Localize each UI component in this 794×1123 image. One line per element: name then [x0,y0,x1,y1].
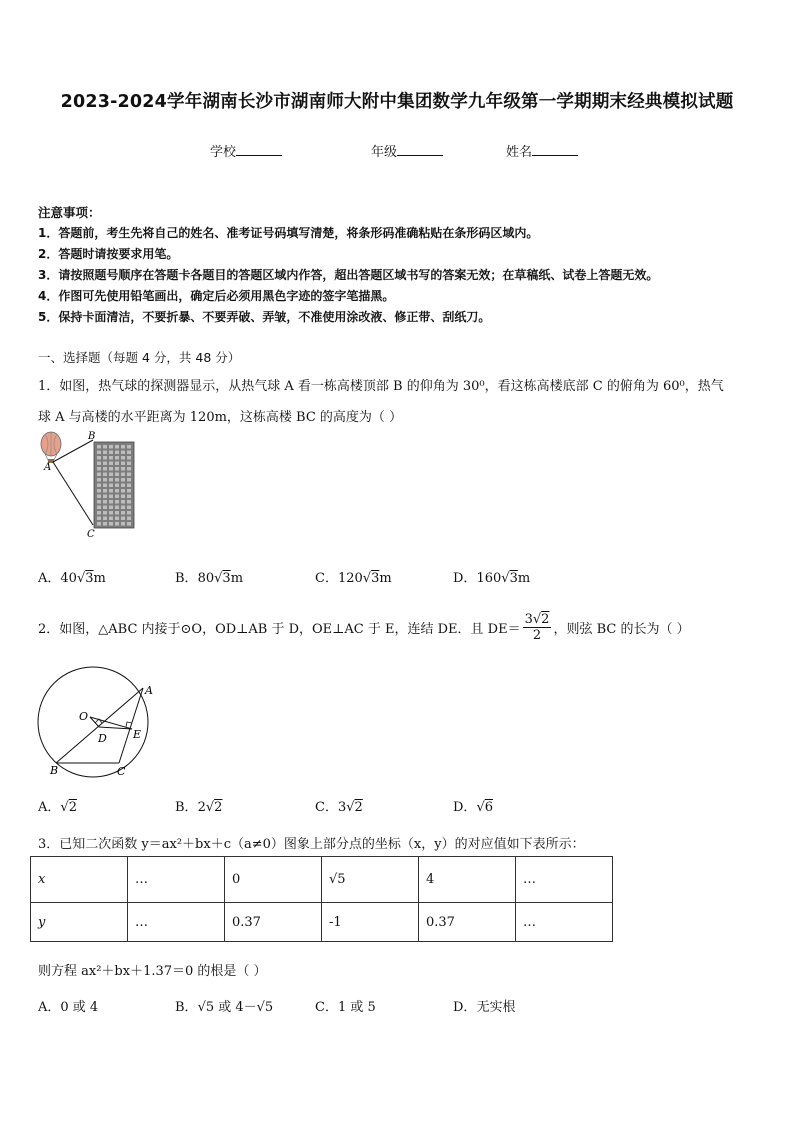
building-window [97,506,101,510]
page-title: 2023-2024学年湖南长沙市湖南师大附中集团数学九年级第一学期期末经典模拟试题 [60,92,734,112]
grade-blank[interactable] [397,143,443,156]
frac-num-radicand: 2 [541,612,550,627]
building-window [127,478,131,482]
building-window [121,522,125,526]
building-window [97,462,101,466]
building-window [115,506,119,510]
option-text: 1 或 5 [337,1000,376,1015]
name-blank[interactable] [532,143,578,156]
option-letter: C． [315,800,338,815]
building-window [103,473,107,477]
q3-text: 3．已知二次函数 y＝ax²＋bx＋c（a≠0）图象上部分点的坐标（x，y）的对应值如下表所示： [38,837,585,852]
option-coef: 40 [60,571,77,586]
option-letter: D． [453,571,477,586]
building-window [121,456,125,460]
option-coef: 2 [197,800,206,815]
q3-option-a[interactable] [38,996,98,1015]
building-window [103,478,107,482]
option-text: 无实根 [476,1000,516,1015]
building-window [109,500,113,504]
q1-label-A: A [44,462,52,473]
building-window [109,473,113,477]
building-window [103,489,107,493]
building-window [127,500,131,504]
q1-text-line1: 1．如图，热气球的探测器显示，从热气球 A 看一栋高楼顶部 B 的仰角为 30⁰，看这栋高楼底部 C 的俯角为 60⁰，热气 [38,379,724,394]
q3-option-c[interactable] [315,996,376,1015]
building-window [127,473,131,477]
q1-figure [36,430,146,542]
q1-text-line2: 球 A 与高楼的水平距离为 120m，这栋高楼 BC 的高度为（ ） [38,410,403,425]
building-window [109,489,113,493]
building-window [103,511,107,515]
building-window [109,462,113,466]
building-window [127,489,131,493]
school-blank[interactable] [236,143,282,156]
option-text: 0 或 4 [60,1000,99,1015]
table-cell: √5 [322,857,419,903]
option-radicand: 3 [222,571,231,586]
building-window [103,522,107,526]
school-field[interactable] [210,141,282,160]
building-window [115,451,119,455]
building-window [109,445,113,449]
building-window [121,484,125,488]
grade-label: 年级 [371,145,398,160]
building-window [97,495,101,499]
building-window [121,462,125,466]
option-letter: A． [38,1000,61,1015]
building-window [127,506,131,510]
building-window [115,473,119,477]
note-item: 5．保持卡面清洁，不要折暴、不要弄破、弄皱，不准使用涂改液、修正带、刮纸刀。 [38,310,491,324]
option-unit: m [93,571,106,586]
building-window [103,517,107,521]
option-radicand: 3 [509,571,518,586]
building-window [97,445,101,449]
option-coef: 80 [197,571,215,586]
building-window [109,456,113,460]
q2-label-A: A [145,684,153,697]
q2-label-C: C [117,765,126,778]
table-cell: 4 [419,857,516,903]
building-window [109,484,113,488]
building-window [127,445,131,449]
building-window [115,456,119,460]
building-window [121,451,125,455]
building-window [115,500,119,504]
building-window [127,522,131,526]
building-window [127,484,131,488]
option-unit: m [230,571,244,586]
table-cell: … [516,857,613,903]
q2-fraction: $\frac{3√2}{2}$ [524,612,550,643]
building-window [121,473,125,477]
q1-label-C: C [87,529,95,540]
building-window [109,451,113,455]
option-letter: C． [315,1000,338,1015]
building-window [109,506,113,510]
building-window [127,495,131,499]
building-window [115,467,119,471]
building-window [109,517,113,521]
building-window [115,522,119,526]
option-radicand: 2 [354,800,363,815]
building-window [109,478,113,482]
building-window [127,462,131,466]
building-window [115,484,119,488]
q1-option-b[interactable]: B．80√3m [175,571,244,586]
building-window [127,517,131,521]
q2-option-c[interactable]: C．3√2 [315,800,363,815]
building-window [115,511,119,515]
name-label: 姓名 [506,145,533,160]
building-window [121,517,125,521]
building-window [103,467,107,471]
building-window [121,489,125,493]
table-row [31,903,613,942]
building-window [115,478,119,482]
building-window [121,500,125,504]
option-radicand: 3 [85,571,94,586]
q1-option-a[interactable]: A．40√3m [38,571,106,586]
building-window [121,445,125,449]
table-cell: … [516,903,613,942]
building-window [97,484,101,488]
table-cell: -1 [322,903,419,942]
option-radicand: 6 [484,800,494,815]
building-window [115,517,119,521]
q2-option-b[interactable]: B．2√2 [175,800,223,815]
q1-option-d[interactable]: D．160√3m [453,571,531,586]
building-window [103,506,107,510]
building-window [121,495,125,499]
option-letter: C． [315,571,338,586]
name-field[interactable] [506,141,578,160]
option-letter: D． [453,1000,477,1015]
table-cell: 0 [225,857,322,903]
building-window [103,484,107,488]
building-window [97,451,101,455]
building-window [109,467,113,471]
option-unit: m [517,571,531,586]
option-coef: 160 [476,571,502,586]
q3-question: 则方程 ax²＋bx＋1.37＝0 的根是（ ） [38,964,267,979]
option-letter: B． [175,1000,198,1015]
building-window [103,495,107,499]
q2-label-B: B [50,764,59,777]
table-cell: 0.37 [225,903,322,942]
q2-label-D: D [98,732,107,745]
q3-value-table [30,856,613,942]
hot-air-balloon-icon [41,432,61,463]
option-text: √5 或 4－√5 [197,1000,274,1015]
q2-option-d[interactable]: D．√6 [453,800,494,815]
note-item: 3．请按照题号顺序在答题卡各题目的答题区域内作答，超出答题区域书写的答案无效；在草稿纸、试卷上答题无效。 [38,268,659,282]
option-letter: B． [175,571,198,586]
q2-text [38,612,690,643]
table-row [31,857,613,903]
building-window [127,451,131,455]
building-window [121,478,125,482]
building-window [103,445,107,449]
section-heading: 一、选择题（每题 4 分，共 48 分） [38,350,241,365]
frac-den: 2 [532,628,542,643]
q1-option-c[interactable]: C．120√3m [315,571,392,586]
q2-text-a: 2．如图，△ABC 内接于⊙O，OD⊥AB 于 D，OE⊥AC 于 E，连结 DE．且 DE＝ [38,622,521,637]
building-window [115,495,119,499]
building-window [121,511,125,515]
building-window [115,489,119,493]
tall-building [94,442,134,528]
option-radicand: 2 [214,800,223,815]
building-window [127,467,131,471]
q2-option-a[interactable]: A．√2 [38,800,77,815]
note-item: 2．答题时请按要求用笔。 [38,247,179,261]
grade-field[interactable] [371,141,443,160]
table-cell: … [128,903,225,942]
q2-label-O: O [79,710,89,723]
option-letter: A． [38,800,61,815]
option-letter: B． [175,800,198,815]
table-cell: … [128,857,225,903]
q2-text-b: ，则弦 BC 的长为（ ） [553,622,690,637]
notes-heading: 注意事项： [38,205,101,220]
option-letter: A． [38,571,61,586]
building-window [115,445,119,449]
table-cell: y [31,903,128,942]
building-window [109,522,113,526]
building-window [97,473,101,477]
frac-num-coef: 3 [524,612,533,627]
q3-option-d[interactable] [453,996,515,1015]
q2-label-E: E [133,728,142,741]
building-window [103,462,107,466]
note-item: 4．作图可先使用铅笔画出，确定后必须用黑色字迹的签字笔描黑。 [38,289,395,303]
note-item: 1．答题前，考生先将自己的姓名、准考证号码填写清楚，将条形码准确粘贴在条形码区域内。 [38,226,539,240]
building-window [103,456,107,460]
building-window [97,511,101,515]
building-window [127,456,131,460]
table-cell: x [31,857,128,903]
building-window [103,451,107,455]
option-letter: D． [453,800,477,815]
building-window [97,478,101,482]
building-window [109,511,113,515]
building-window [109,495,113,499]
option-radicand: 3 [371,571,380,586]
building-window [97,500,101,504]
q3-option-b[interactable] [175,996,273,1015]
building-window [97,522,101,526]
option-coef: 3 [337,800,347,815]
building-window [97,467,101,471]
q2-figure [36,676,166,780]
building-window [121,467,125,471]
option-coef: 120 [337,571,363,586]
building-window [115,462,119,466]
building-window [97,456,101,460]
school-label: 学校 [210,145,237,160]
building-window [127,511,131,515]
building-window [103,500,107,504]
q1-label-B: B [88,431,96,442]
building-window [97,517,101,521]
table-cell: 0.37 [419,903,516,942]
option-radicand: 2 [68,800,77,815]
option-unit: m [379,571,392,586]
building-window [97,489,101,493]
building-window [121,506,125,510]
